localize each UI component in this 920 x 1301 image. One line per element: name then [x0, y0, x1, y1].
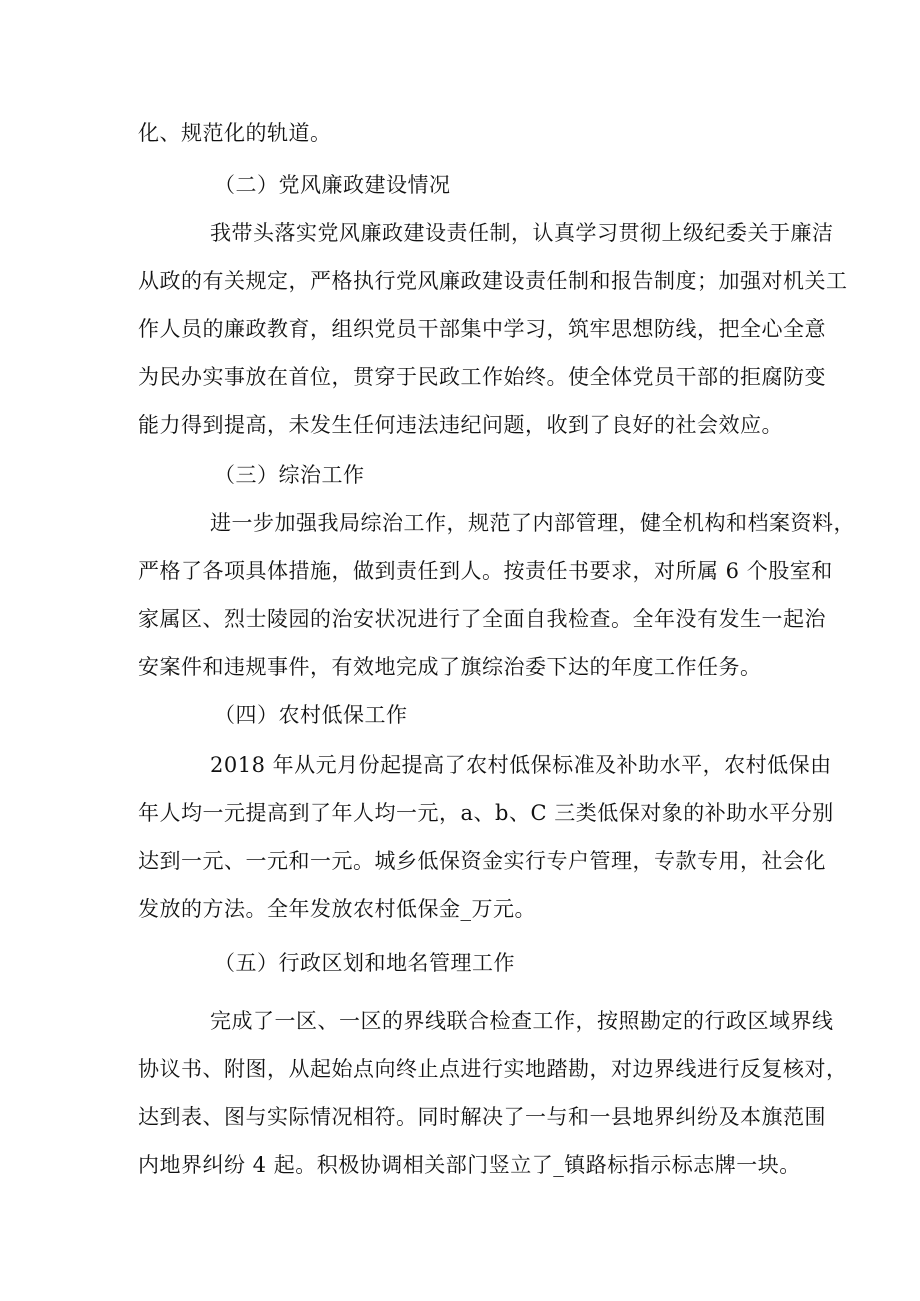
paragraph-line: 能力得到提高，未发生任何违法违纪问题，收到了良好的社会效应。: [138, 413, 783, 437]
section-heading: （二）党风廉政建设情况: [214, 173, 451, 197]
paragraph-line: 家属区、烈士陵园的治安状况进行了全面自我检查。全年没有发生一起治: [138, 607, 826, 631]
paragraph-line: 协议书、附图，从起始点向终止点进行实地踏勘，对边界线进行反复核对，: [138, 1057, 848, 1081]
section-heading: （三）综治工作: [214, 463, 365, 487]
paragraph-line: 作人员的廉政教育，组织党员干部集中学习，筑牢思想防线，把全心全意: [138, 317, 826, 341]
paragraph-line: 内地界纠纷 4 起。积极协调相关部门竖立了_镇路标指示标志牌一块。: [138, 1153, 801, 1177]
paragraph-line: 达到表、图与实际情况相符。同时解决了一与和一县地界纠纷及本旗范围: [138, 1105, 826, 1129]
section-heading: （五）行政区划和地名管理工作: [214, 951, 515, 975]
paragraph-line: 2018 年从元月份起提高了农村低保标准及补助水平，农村低保由: [210, 753, 832, 777]
section-heading: （四）农村低保工作: [214, 703, 408, 727]
paragraph-line: 化、规范化的轨道。: [138, 121, 332, 145]
paragraph-line: 年人均一元提高到了年人均一元，a、b、C 三类低保对象的补助水平分别: [138, 801, 834, 825]
paragraph-line: 我带头落实党风廉政建设责任制，认真学习贯彻上级纪委关于廉洁: [210, 221, 834, 245]
paragraph-line: 严格了各项具体措施，做到责任到人。按责任书要求，对所属 6 个股室和: [138, 559, 833, 583]
paragraph-line: 达到一元、一元和一元。城乡低保资金实行专户管理，专款专用，社会化: [138, 849, 826, 873]
paragraph-line: 进一步加强我局综治工作，规范了内部管理，健全机构和档案资料，: [210, 511, 855, 535]
paragraph-line: 安案件和违规事件，有效地完成了旗综治委下达的年度工作任务。: [138, 655, 762, 679]
paragraph-line: 为民办实事放在首位，贯穿于民政工作始终。使全体党员干部的拒腐防变: [138, 365, 826, 389]
paragraph-line: 发放的方法。全年发放农村低保金_万元。: [138, 897, 536, 921]
paragraph-line: 从政的有关规定，严格执行党风廉政建设责任制和报告制度；加强对机关工: [138, 269, 848, 293]
paragraph-line: 完成了一区、一区的界线联合检查工作，按照勘定的行政区域界线: [210, 1009, 834, 1033]
